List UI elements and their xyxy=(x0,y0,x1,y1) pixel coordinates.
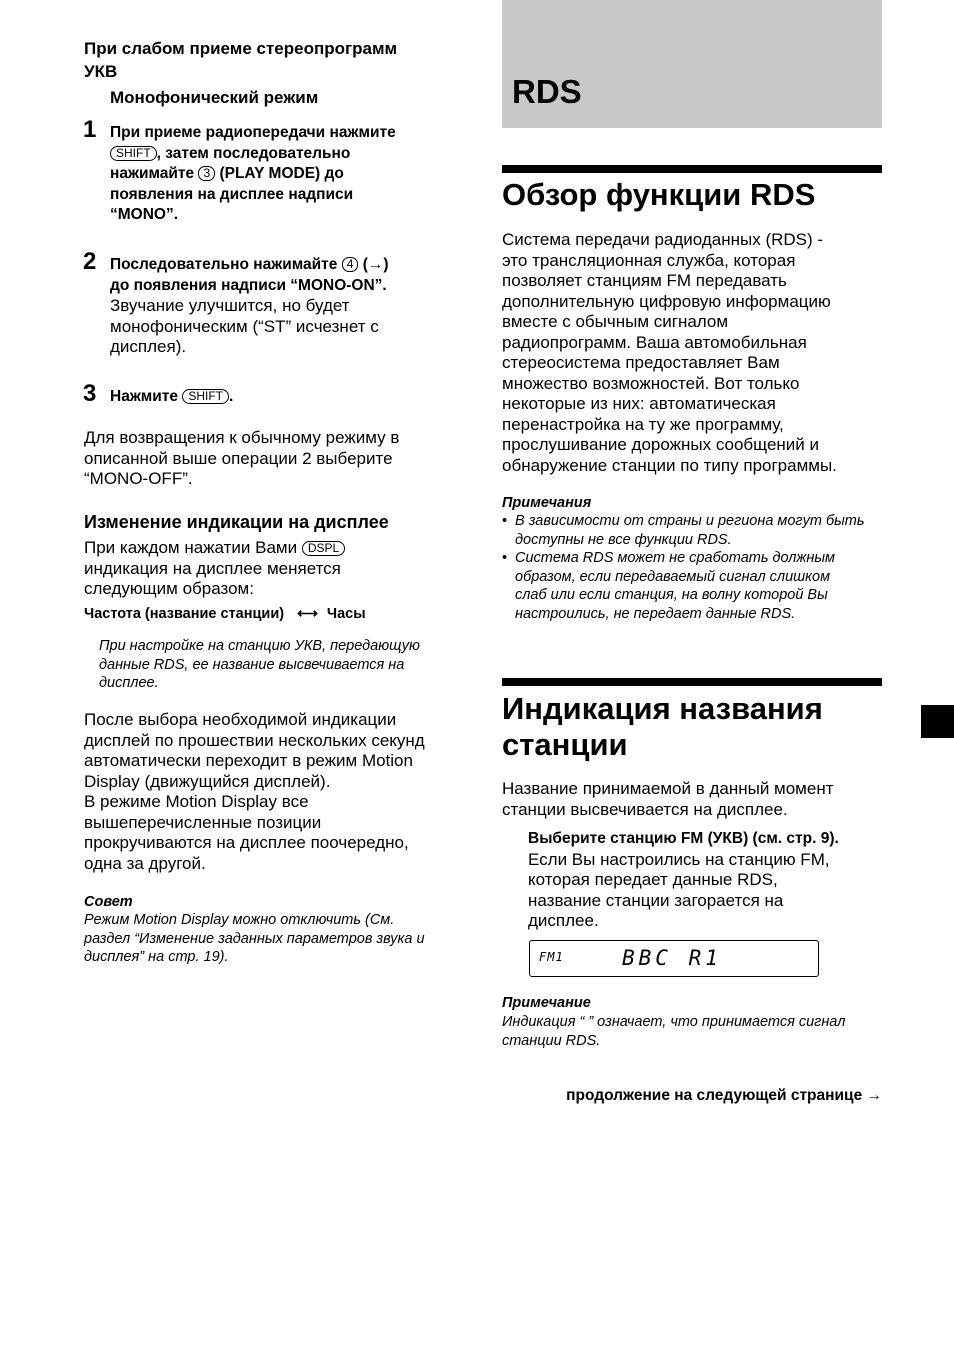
note-2-line-2: образом, если передаваемый сигнал слишком xyxy=(515,568,831,585)
return-line-1: Для возвращения к обычному режиму в xyxy=(84,428,400,447)
select-station xyxy=(528,829,888,932)
lcd-band: FM1 xyxy=(539,950,564,964)
step-2-line-1 xyxy=(110,255,470,276)
s1-line-3: позволяет станциям FM передавать xyxy=(502,271,787,290)
step-1-line-4: появления на дисплее надписи xyxy=(110,185,354,203)
step-2-number: 2 xyxy=(83,248,97,275)
s2-line-2: станции высвечивается на дисплее. xyxy=(502,799,788,819)
shift-key-2: SHIFT xyxy=(182,389,229,404)
step-2-line-4: монофоническим (“ST” исчезнет с xyxy=(110,316,379,336)
indent-note-line-1: При настройке на станцию УКВ, передающую xyxy=(99,638,420,654)
step-2-line-3: Звучание улучшится, но будет xyxy=(110,296,350,315)
s2-line-1: Название принимаемой в данный момент xyxy=(502,779,834,798)
s1-line-7: стереосистема предоставляет Вам xyxy=(502,353,780,372)
note-2-line-4: настроились, не передает данные RDS. xyxy=(515,605,796,622)
motion-line-7: прокручиваются на дисплее поочередно, xyxy=(84,833,409,852)
mono-subheading: Монофонический режим xyxy=(110,88,319,107)
select-bold: Выберите станцию FM (УКВ) (см. стр. 9). xyxy=(528,830,839,847)
step-2 xyxy=(110,255,470,358)
note-text xyxy=(502,1013,892,1050)
section-1-title: Обзор функции RDS xyxy=(502,177,816,212)
lcd-station-name: BBC R1 xyxy=(622,946,722,970)
step-2-line-1b: (→) xyxy=(362,256,389,273)
step-3 xyxy=(110,387,233,408)
rds-banner-title: RDS xyxy=(512,73,582,110)
s1-line-4: дополнительную цифровую информацию xyxy=(502,291,831,311)
shift-key: SHIFT xyxy=(110,146,157,161)
step-1-line-1: При приеме радиопередачи нажмите xyxy=(110,124,396,141)
section-tab-marker xyxy=(921,705,954,738)
section-1-paragraph xyxy=(502,230,882,476)
return-line-3: “MONO-OFF”. xyxy=(84,469,193,488)
right-arrow-icon: → xyxy=(866,1087,882,1104)
step-3-label: Нажмите xyxy=(110,388,179,405)
step-1-line-5: “MONO”. xyxy=(110,206,179,223)
indent-note xyxy=(99,637,469,693)
note-line-2: станции RDS. xyxy=(502,1032,601,1049)
display-paragraph xyxy=(84,538,464,600)
step-1-line-2-text: , затем последовательно xyxy=(156,144,351,162)
display-line-2: индикация на дисплее меняется xyxy=(84,558,341,578)
return-line-2: описанной выше операции 2 выберите xyxy=(84,448,393,468)
dspl-key: DSPL xyxy=(302,541,345,556)
motion-line-8: одна за другой. xyxy=(84,853,206,873)
tip-line-1: Режим Motion Display можно отключить (См. xyxy=(84,912,395,928)
select-line-3: название станции загорается на xyxy=(528,890,784,910)
continue-footer xyxy=(503,1086,882,1106)
display-line-1 xyxy=(84,538,464,559)
bullet-icon: • xyxy=(502,513,508,529)
continue-text: продолжение на следующей странице xyxy=(566,1087,863,1104)
note-1-line-2: доступны не все функции RDS. xyxy=(515,531,732,548)
bullet-icon: • xyxy=(502,550,508,566)
section-2-paragraph xyxy=(502,779,882,820)
motion-line-1: После выбора необходимой индикации xyxy=(84,710,397,729)
motion-line-4: Display (движущийся дисплей). xyxy=(84,771,331,791)
freq-label: Частота (название станции) xyxy=(84,606,285,622)
section-2-rule xyxy=(502,678,882,686)
motion-line-3: автоматически переходит в режим Motion xyxy=(84,751,413,770)
note-item-1 xyxy=(502,512,887,549)
select-line-4: дисплее. xyxy=(528,911,599,930)
tip-text xyxy=(84,911,474,967)
tip-line-3: дисплея” на стр. 19). xyxy=(84,949,229,965)
return-paragraph xyxy=(84,428,464,490)
section-2-title xyxy=(502,691,823,763)
motion-paragraph xyxy=(84,710,474,874)
step-1 xyxy=(110,123,470,226)
select-line-2: которая передает данные RDS, xyxy=(528,870,778,889)
step-3-number: 3 xyxy=(83,380,97,407)
notes-title: Примечания xyxy=(502,495,592,511)
s1-line-11: прослушивание дорожных сообщений и xyxy=(502,435,820,454)
step-3-period: . xyxy=(229,388,234,405)
s1-line-12: обнаружение станции по типу программы. xyxy=(502,455,837,475)
step-1-number: 1 xyxy=(83,116,97,143)
select-line-1: Если Вы настроились на станцию FM, xyxy=(528,849,830,869)
motion-line-5: В режиме Motion Display все xyxy=(84,792,309,811)
tip-title: Совет xyxy=(84,894,133,910)
display-line-3: следующим образом: xyxy=(84,579,254,598)
tip-line-2: раздел “Изменение заданных параметров звука и xyxy=(84,930,425,947)
note-title: Примечание xyxy=(502,995,591,1011)
motion-line-2: дисплей по прошествии нескольких секунд xyxy=(84,730,425,750)
step-1-line-3b: (PLAY MODE) до xyxy=(219,165,344,182)
note-2-line-3: слаб или если станция, на волну которой Вы xyxy=(515,587,828,603)
step-2-line-5: дисплея). xyxy=(110,337,187,356)
mono-heading xyxy=(84,37,397,83)
lcd-display xyxy=(529,940,819,977)
s1-line-1: Система передачи радиоданных (RDS) - xyxy=(502,230,824,249)
display-line-1a: При каждом нажатии Вами xyxy=(84,538,298,557)
rds-banner xyxy=(502,0,882,128)
display-cycle xyxy=(84,605,366,623)
mono-heading-line-2: УКВ xyxy=(84,62,118,81)
indent-note-line-2: данные RDS, ее название высвечивается на xyxy=(99,656,405,673)
step-2-line-2: до появления надписи “MONO-ON”. xyxy=(110,276,387,294)
mono-heading-line-1: При слабом приеме стереопрограмм xyxy=(84,39,398,58)
note-item-2 xyxy=(502,549,887,623)
note-1-line-1: В зависимости от страны и региона могут быть xyxy=(515,513,865,529)
step-2-line-1a: Последовательно нажимайте xyxy=(110,256,338,273)
section-2-title-line-1: Индикация названия xyxy=(502,691,823,726)
clock-label: Часы xyxy=(326,606,366,622)
section-1-rule xyxy=(502,165,882,173)
s1-line-6: радиопрограмм. Ваша автомобильная xyxy=(502,332,807,352)
key-4: 4 xyxy=(342,257,359,272)
note-line-1: Индикация “ ” означает, что принимается сигнал xyxy=(502,1014,846,1030)
s1-line-2: это трансляционная служба, которая xyxy=(502,250,796,270)
step-1-line-3 xyxy=(110,164,470,185)
section-2-title-line-2: станции xyxy=(502,727,628,762)
note-2-line-1: Система RDS может не сработать должным xyxy=(515,550,835,566)
step-1-line-2 xyxy=(110,144,470,165)
indent-note-line-3: дисплее. xyxy=(99,675,159,691)
key-3: 3 xyxy=(198,166,215,181)
s1-line-10: перенастройка на ту же программу, xyxy=(502,414,784,434)
step-1-line-3a: нажимайте xyxy=(110,165,195,182)
display-heading: Изменение индикации на дисплее xyxy=(84,512,389,532)
s1-line-8: множество возможностей. Вот только xyxy=(502,373,800,393)
motion-line-6: вышеперечисленные позиции xyxy=(84,812,322,832)
notes-list xyxy=(502,512,887,623)
s1-line-9: некоторые из них: автоматическая xyxy=(502,394,776,413)
double-arrow-icon: ⟷ xyxy=(297,606,318,622)
s1-line-5: вместе с обычным сигналом xyxy=(502,312,729,331)
